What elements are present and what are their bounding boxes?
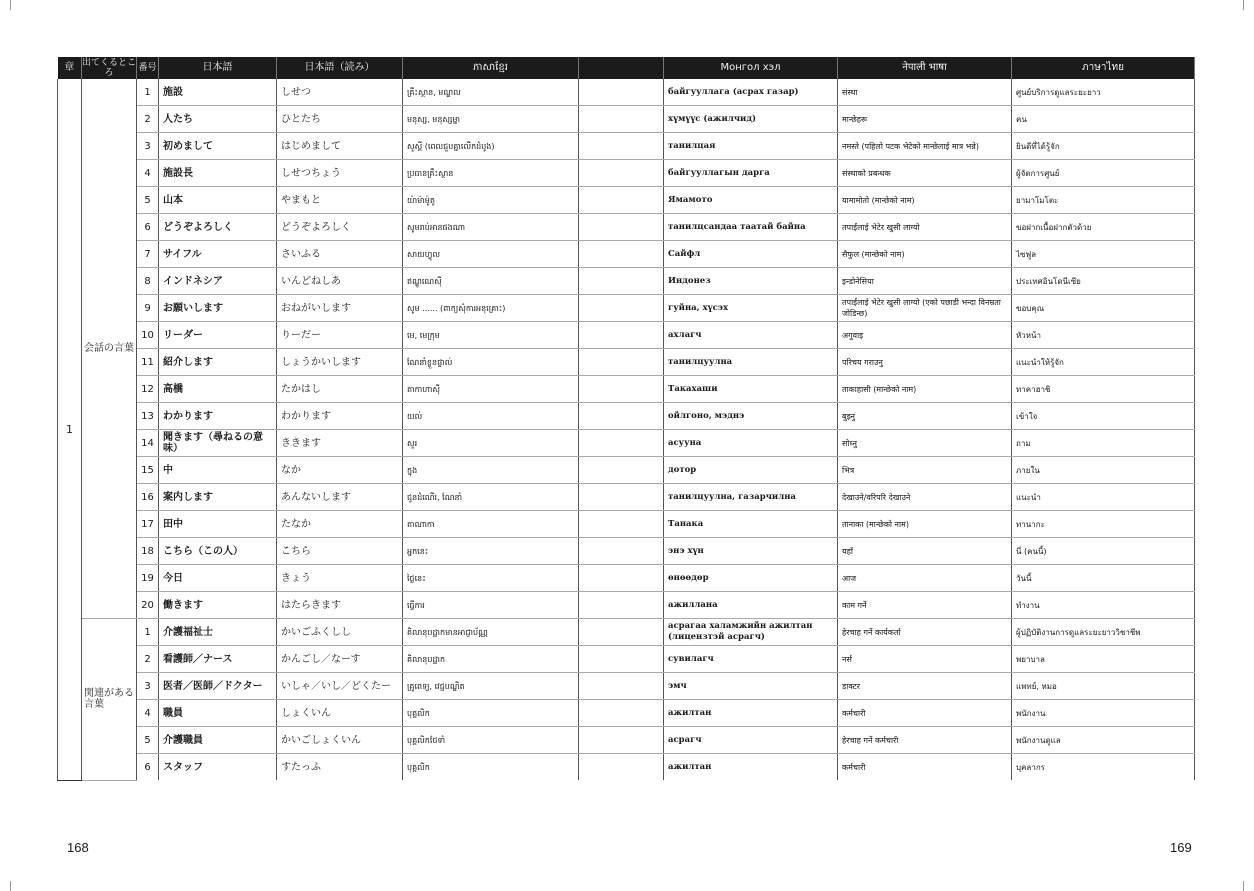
reading-cell: なか [277, 457, 403, 484]
reading-cell: しょくいん [277, 700, 403, 727]
number-cell: 5 [137, 187, 159, 214]
khmer-cell: បុគ្គលិក [403, 754, 579, 781]
nepali-cell: काम गर्ने [838, 592, 1012, 619]
blank-cell [579, 187, 664, 214]
japanese-term-cell: 人たち [159, 106, 277, 133]
japanese-term-cell: わかります [159, 403, 277, 430]
reading-cell: ききます [277, 430, 403, 457]
japanese-term-cell: 初めまして [159, 133, 277, 160]
blank-cell [579, 160, 664, 187]
thai-cell: พยาบาล [1012, 646, 1195, 673]
nepali-cell: नर्स [838, 646, 1012, 673]
nepali-cell: हेरचाह गर्ने कर्मचारी [838, 727, 1012, 754]
japanese-term-cell: 看護師／ナース [159, 646, 277, 673]
table-row [58, 754, 1195, 781]
nepali-cell: सोध्नु [838, 430, 1012, 457]
khmer-cell: អ្នកនេះ [403, 538, 579, 565]
japanese-term-cell: リーダー [159, 322, 277, 349]
header-japanese: 日本語 [159, 57, 277, 79]
mongolian-cell: ажилтан [664, 754, 838, 781]
reading-cell: どうぞよろしく [277, 214, 403, 241]
blank-cell [579, 565, 664, 592]
nepali-cell: ताकाहासी (मान्छेको नाम) [838, 376, 1012, 403]
khmer-cell: ជូនដំណើរ, ណែនាំ [403, 484, 579, 511]
nepali-cell: कर्मचारी [838, 754, 1012, 781]
japanese-term-cell: 施設 [159, 79, 277, 106]
thai-cell: ประเทศอินโดนีเซีย [1012, 268, 1195, 295]
khmer-cell: គ្រឹះស្ថាន, មណ្ឌល [403, 79, 579, 106]
japanese-term-cell: 聞きます（尋ねるの意味） [159, 430, 277, 457]
mongolian-cell: Индонез [664, 268, 838, 295]
number-cell: 9 [137, 295, 159, 322]
number-cell: 13 [137, 403, 159, 430]
khmer-cell: បុគ្គលិកថែទាំ [403, 727, 579, 754]
number-cell: 15 [137, 457, 159, 484]
reading-cell: かいごふくしし [277, 619, 403, 646]
header-row [58, 57, 1195, 79]
mongolian-cell: байгууллагын дарга [664, 160, 838, 187]
khmer-cell: យល់ [403, 403, 579, 430]
header-mongolian: Монгол хэл [664, 57, 838, 79]
thai-cell: แนะนำให้รู้จัก [1012, 349, 1195, 376]
thai-cell: ศูนย์บริการดูแลระยะยาว [1012, 79, 1195, 106]
reading-cell: かんごし／なーす [277, 646, 403, 673]
table-row [58, 700, 1195, 727]
number-cell: 1 [137, 619, 159, 646]
thai-cell: เข้าใจ [1012, 403, 1195, 430]
khmer-cell: បុគ្គលិក [403, 700, 579, 727]
number-cell: 7 [137, 241, 159, 268]
number-cell: 14 [137, 430, 159, 457]
blank-cell [579, 754, 664, 781]
reading-cell: りーだー [277, 322, 403, 349]
blank-cell [579, 619, 664, 646]
japanese-term-cell: 中 [159, 457, 277, 484]
mongolian-cell: асууна [664, 430, 838, 457]
nepali-cell: कर्मचारी [838, 700, 1012, 727]
nepali-cell: बुझ्नु [838, 403, 1012, 430]
reading-cell: かいごしょくいん [277, 727, 403, 754]
reading-cell: しせつ [277, 79, 403, 106]
reading-cell: ひとたち [277, 106, 403, 133]
thai-cell: ขอฝากเนื้อฝากตัวด้วย [1012, 214, 1195, 241]
thai-cell: ยินดีที่ได้รู้จัก [1012, 133, 1195, 160]
thai-cell: แพทย์, หมอ [1012, 673, 1195, 700]
mongolian-cell: Танака [664, 511, 838, 538]
japanese-term-cell: 高橋 [159, 376, 277, 403]
number-cell: 20 [137, 592, 159, 619]
mongolian-cell: асрагч [664, 727, 838, 754]
thai-cell: พนักงาน [1012, 700, 1195, 727]
mongolian-cell: ойлгоно, мэднэ [664, 403, 838, 430]
header-number: 番号 [137, 57, 159, 79]
khmer-cell: តាណាកា [403, 511, 579, 538]
table-row [58, 538, 1195, 565]
reading-cell: はたらきます [277, 592, 403, 619]
khmer-cell: ថ្ងៃនេះ [403, 565, 579, 592]
number-cell: 12 [137, 376, 159, 403]
page-number-left: 168 [67, 840, 89, 855]
khmer-cell: សូមរាប់អានផងណា [403, 214, 579, 241]
blank-cell [579, 349, 664, 376]
thai-cell: ถาม [1012, 430, 1195, 457]
blank-cell [579, 403, 664, 430]
mongolian-cell: Сайфл [664, 241, 838, 268]
nepali-cell: डाक्टर [838, 673, 1012, 700]
header-chapter: 章 [58, 57, 82, 79]
nepali-cell: तानाका (मान्छेको नाम) [838, 511, 1012, 538]
japanese-term-cell: 案内します [159, 484, 277, 511]
khmer-cell: ណែនាំខ្លួនផ្ទាល់ [403, 349, 579, 376]
japanese-term-cell: 介護職員 [159, 727, 277, 754]
reading-cell: しょうかいします [277, 349, 403, 376]
japanese-term-cell: サイフル [159, 241, 277, 268]
thai-cell: ภายใน [1012, 457, 1195, 484]
table-row [58, 133, 1195, 160]
blank-cell [579, 268, 664, 295]
table-row [58, 349, 1195, 376]
place-cell: 会話の言葉 [82, 79, 137, 619]
japanese-term-cell: 紹介します [159, 349, 277, 376]
table-row [58, 565, 1195, 592]
mongolian-cell: танилцуулна [664, 349, 838, 376]
nepali-cell: आज [838, 565, 1012, 592]
blank-cell [579, 295, 664, 322]
japanese-term-cell: 山本 [159, 187, 277, 214]
table-body [58, 79, 1195, 780]
khmer-cell: យ៉ាម៉ាម៉ូតូ [403, 187, 579, 214]
crop-mark [1243, 881, 1254, 891]
blank-cell [579, 214, 664, 241]
khmer-cell: តាកាហាស៊ី [403, 376, 579, 403]
nepali-cell: परिचय गराउनु [838, 349, 1012, 376]
number-cell: 5 [137, 727, 159, 754]
reading-cell: たなか [277, 511, 403, 538]
number-cell: 19 [137, 565, 159, 592]
japanese-term-cell: お願いします [159, 295, 277, 322]
header-place: 出てくるところ [82, 58, 137, 78]
number-cell: 8 [137, 268, 159, 295]
number-cell: 11 [137, 349, 159, 376]
thai-cell: หัวหน้า [1012, 322, 1195, 349]
table-row [58, 106, 1195, 133]
mongolian-cell: хүмүүс (ажилчид) [664, 106, 838, 133]
table-row [58, 673, 1195, 700]
table-row [58, 376, 1195, 403]
blank-cell [579, 241, 664, 268]
place-cell: 関連がある言葉 [82, 619, 137, 781]
reading-cell: いんどねしあ [277, 268, 403, 295]
thai-cell: ทานากะ [1012, 511, 1195, 538]
table-row [58, 592, 1195, 619]
thai-cell: วันนี้ [1012, 565, 1195, 592]
khmer-cell: សាយហ្វូល [403, 241, 579, 268]
number-cell: 6 [137, 754, 159, 781]
thai-cell: แนะนำ [1012, 484, 1195, 511]
table-row [58, 322, 1195, 349]
khmer-cell: សួស្តី (ពេលជួបគ្នាលើកដំបូង) [403, 133, 579, 160]
reading-cell: こちら [277, 538, 403, 565]
blank-cell [579, 322, 664, 349]
reading-cell: しせつちょう [277, 160, 403, 187]
header-blank [579, 57, 664, 79]
reading-cell: あんないします [277, 484, 403, 511]
reading-cell: おねがいします [277, 295, 403, 322]
reading-cell: わかります [277, 403, 403, 430]
nepali-cell: भित्र [838, 457, 1012, 484]
mongolian-cell: танилцсандаа таатай байна [664, 214, 838, 241]
khmer-cell: ឥណ្ឌូណេស៊ី [403, 268, 579, 295]
number-cell: 2 [137, 106, 159, 133]
nepali-cell: देखाउने/वरिपरि देखाउने [838, 484, 1012, 511]
table-row [58, 214, 1195, 241]
nepali-cell: सैफुल (मान्छेको नाम) [838, 241, 1012, 268]
crop-mark [1243, 0, 1254, 10]
khmer-cell: មេ, មេក្រុម [403, 322, 579, 349]
table-row [58, 619, 1195, 646]
reading-cell: きょう [277, 565, 403, 592]
japanese-term-cell: 今日 [159, 565, 277, 592]
nepali-cell: यहाँ [838, 538, 1012, 565]
nepali-cell: हेरचाह गर्ने कार्यकर्ता [838, 619, 1012, 646]
blank-cell [579, 430, 664, 457]
mongolian-cell: дотор [664, 457, 838, 484]
mongolian-cell: асрагаа халамжийн ажилтан (лицензтэй асрагч) [664, 619, 838, 646]
japanese-term-cell: どうぞよろしく [159, 214, 277, 241]
reading-cell: やまもと [277, 187, 403, 214]
table-row [58, 79, 1195, 106]
blank-cell [579, 592, 664, 619]
japanese-term-cell: 田中 [159, 511, 277, 538]
blank-cell [579, 538, 664, 565]
table-row [58, 484, 1195, 511]
crop-mark [0, 0, 11, 10]
header-thai: ภาษาไทย [1012, 57, 1195, 79]
thai-cell: นี่ (คนนี้) [1012, 538, 1195, 565]
table-row [58, 511, 1195, 538]
nepali-cell: अगुवाइ [838, 322, 1012, 349]
blank-cell [579, 646, 664, 673]
khmer-cell: ធ្វើការ [403, 592, 579, 619]
number-cell: 4 [137, 700, 159, 727]
japanese-term-cell: 医者／医師／ドクター [159, 673, 277, 700]
khmer-cell: សូម ...... (ពាក្យសុំការអនុគ្រោះ) [403, 295, 579, 322]
nepali-cell: संस्थाको प्रबन्धक [838, 160, 1012, 187]
thai-cell: ผู้จัดการศูนย์ [1012, 160, 1195, 187]
nepali-cell: तपाईंलाई भेटेर खुसी लाग्यो (एको पछाडी भन्दा विनम्रता जोडिन्छ) [838, 295, 1012, 322]
japanese-term-cell: インドネシア [159, 268, 277, 295]
table-row [58, 160, 1195, 187]
thai-cell: ไซฟูล [1012, 241, 1195, 268]
chapter-cell: 1 [58, 79, 82, 780]
thai-cell: ทำงาน [1012, 592, 1195, 619]
japanese-term-cell: 介護福祉士 [159, 619, 277, 646]
number-cell: 6 [137, 214, 159, 241]
khmer-cell: ក្នុង [403, 457, 579, 484]
mongolian-cell: танилцая [664, 133, 838, 160]
blank-cell [579, 673, 664, 700]
header-reading: 日本語（読み） [277, 57, 403, 79]
number-cell: 17 [137, 511, 159, 538]
blank-cell [579, 727, 664, 754]
khmer-cell: សួរ [403, 430, 579, 457]
mongolian-cell: Такахаши [664, 376, 838, 403]
reading-cell: たかはし [277, 376, 403, 403]
reading-cell: はじめまして [277, 133, 403, 160]
page-number-right: 169 [1170, 840, 1192, 855]
japanese-term-cell: 働きます [159, 592, 277, 619]
mongolian-cell: ажилтан [664, 700, 838, 727]
mongolian-cell: ахлагч [664, 322, 838, 349]
thai-cell: คน [1012, 106, 1195, 133]
reading-cell: いしゃ／いし／どくたー [277, 673, 403, 700]
blank-cell [579, 106, 664, 133]
number-cell: 16 [137, 484, 159, 511]
khmer-cell: គិលានុបដ្ឋាកមានអាជ្ញាប័ណ្ណ [403, 619, 579, 646]
number-cell: 3 [137, 673, 159, 700]
table-row [58, 430, 1195, 457]
mongolian-cell: Ямамото [664, 187, 838, 214]
japanese-term-cell: 職員 [159, 700, 277, 727]
khmer-cell: មនុស្ស, មនុស្សម្នា [403, 106, 579, 133]
header-nepali: नेपाली भाषा [838, 57, 1012, 79]
thai-cell: ขอบคุณ [1012, 295, 1195, 322]
number-cell: 18 [137, 538, 159, 565]
nepali-cell: तपाईंलाई भेटेर खुसी लाग्यो [838, 214, 1012, 241]
blank-cell [579, 700, 664, 727]
blank-cell [579, 484, 664, 511]
header-khmer: ភាសាខ្មែរ [403, 57, 579, 79]
mongolian-cell: танилцуулна, газарчилна [664, 484, 838, 511]
vocabulary-table [57, 57, 1195, 781]
japanese-term-cell: スタッフ [159, 754, 277, 781]
reading-cell: さいふる [277, 241, 403, 268]
mongolian-cell: ажиллана [664, 592, 838, 619]
khmer-cell: គិលានុបដ្ឋាក [403, 646, 579, 673]
crop-mark [0, 881, 11, 891]
mongolian-cell: гуйна, хүсэх [664, 295, 838, 322]
mongolian-cell: энэ хүн [664, 538, 838, 565]
thai-cell: ทาคาฮาชิ [1012, 376, 1195, 403]
khmer-cell: ប្រធានគ្រឹះស្ថាន [403, 160, 579, 187]
nepali-cell: यामामोतो (मान्छेको नाम) [838, 187, 1012, 214]
nepali-cell: नमस्ते (पहिलो पटक भेटेको मान्छेलाई मात्र भन्ने) [838, 133, 1012, 160]
thai-cell: บุคลากร [1012, 754, 1195, 781]
blank-cell [579, 457, 664, 484]
nepali-cell: मान्छेहरू [838, 106, 1012, 133]
nepali-cell: संस्था [838, 79, 1012, 106]
number-cell: 2 [137, 646, 159, 673]
thai-cell: พนักงานดูแล [1012, 727, 1195, 754]
number-cell: 1 [137, 79, 159, 106]
number-cell: 10 [137, 322, 159, 349]
table-row [58, 646, 1195, 673]
japanese-term-cell: 施設長 [159, 160, 277, 187]
number-cell: 3 [137, 133, 159, 160]
table-row [58, 295, 1195, 322]
nepali-cell: इन्डोनेसिया [838, 268, 1012, 295]
table-row [58, 727, 1195, 754]
mongolian-cell: байгууллага (асрах газар) [664, 79, 838, 106]
mongolian-cell: эмч [664, 673, 838, 700]
blank-cell [579, 511, 664, 538]
reading-cell: すたっふ [277, 754, 403, 781]
table-row [58, 457, 1195, 484]
table-row [58, 187, 1195, 214]
table-row [58, 241, 1195, 268]
table-row [58, 403, 1195, 430]
blank-cell [579, 376, 664, 403]
mongolian-cell: өнөөдөр [664, 565, 838, 592]
blank-cell [579, 79, 664, 106]
number-cell: 4 [137, 160, 159, 187]
thai-cell: ผู้ปฏิบัติงานการดูแลระยะยาววิชาชีพ [1012, 619, 1195, 646]
khmer-cell: គ្រូពេទ្យ, វេជ្ជបណ្ឌិត [403, 673, 579, 700]
japanese-term-cell: こちら（この人） [159, 538, 277, 565]
blank-cell [579, 133, 664, 160]
thai-cell: ยามาโมโตะ [1012, 187, 1195, 214]
table-row [58, 268, 1195, 295]
mongolian-cell: сувилагч [664, 646, 838, 673]
